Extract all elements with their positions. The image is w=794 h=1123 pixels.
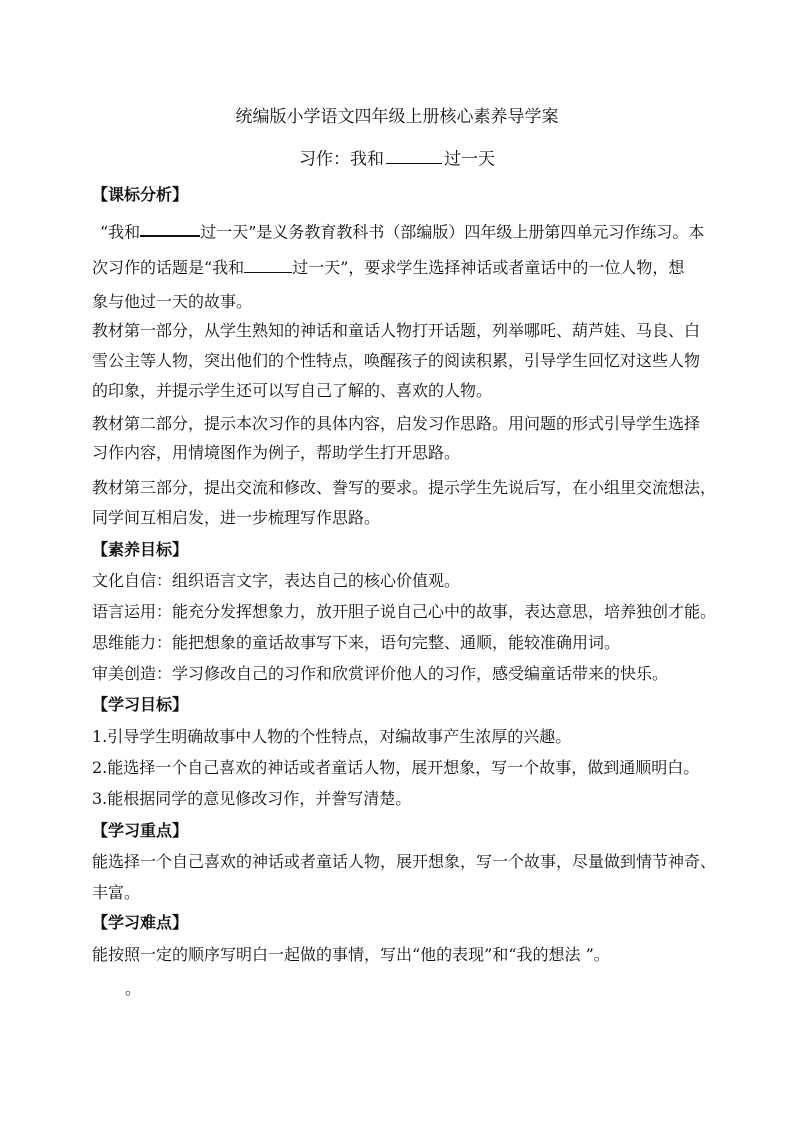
difficulties-heading: 【学习难点】 — [92, 913, 189, 932]
analysis-p4-line2: 同学间互相启发，进一步梳理写作思路。 — [92, 508, 381, 527]
analysis-p3-line1: 教材第二部分，提示本次习作的具体内容，启发习作思路。用问题的形式引导学生选择 — [92, 414, 701, 433]
document-subtitle — [0, 148, 794, 170]
literacy-goal-item: 文化自信：组织语言文字，表达自己的核心价值观。 — [92, 571, 461, 590]
analysis-p1-text-a: “我和 — [100, 222, 141, 242]
key-points-heading: 【学习重点】 — [92, 821, 189, 840]
learning-goal-item: 2.能选择一个自己喜欢的神话或者童话人物，展开想象，写一个故事，做到通顺明白。 — [92, 758, 700, 777]
literacy-goal-item: 审美创造：学习修改自己的习作和欣赏评价他人的习作，感受编童话带来的快乐。 — [92, 664, 669, 683]
subtitle-blank — [386, 148, 442, 164]
subtitle-prefix: 习作：我和 — [299, 149, 384, 170]
learning-goal-item: 1.引导学生明确故事中人物的个性特点，对编故事产生浓厚的兴趣。 — [92, 727, 572, 746]
analysis-p4-line1: 教材第三部分，提出交流和修改、誊写的要求。提示学生先说后写，在小组里交流想法， — [92, 478, 717, 497]
fill-blank — [244, 258, 292, 273]
analysis-p2-line1: 教材第一部分，从学生熟知的神话和童话人物打开话题，列举哪吒、葫芦娃、马良、白 — [92, 321, 701, 340]
analysis-p3-line2: 习作内容，用情境图作为例子，帮助学生打开思路。 — [92, 443, 461, 462]
analysis-p1-text-b: 过一天”是义务教育教科书（部编版）四年级上册第四单元习作练习。本 — [200, 222, 705, 242]
document-title: 统编版小学语文四年级上册核心素养导学案 — [235, 107, 559, 127]
analysis-p1-text-d: 过一天”，要求学生选择神话或者童话中的一位人物，想 — [292, 258, 685, 277]
analysis-p2-line2: 雪公主等人物，突出他们的个性特点，唤醒孩子的阅读积累，引导学生回忆对这些人物 — [92, 351, 701, 370]
literacy-goal-item: 思维能力：能把想象的童话故事写下来，语句完整、通顺，能较准确用词。 — [92, 633, 621, 652]
fill-blank — [140, 221, 200, 237]
subtitle-suffix: 过一天 — [444, 149, 495, 170]
key-points-line2: 丰富。 — [92, 883, 141, 902]
trailing-period: 。 — [125, 979, 142, 998]
literacy-goal-item: 语言运用：能充分发挥想象力，放开胆子说自己心中的故事，表达意思，培养独创才能。 — [92, 602, 717, 621]
analysis-p1-line2 — [92, 257, 704, 279]
analysis-p1-line3: 象与他过一天的故事。 — [92, 292, 253, 311]
key-points-line1: 能选择一个自己喜欢的神话或者童话人物，展开想象，写一个故事，尽量做到情节神奇、 — [92, 852, 717, 871]
difficulties-line1: 能按照一定的顺序写明白一起做的事情，写出“他的表现”和“我的想法 ”。 — [92, 945, 610, 964]
analysis-p1-text-c: 次习作的话题是“我和 — [92, 258, 245, 277]
literacy-goals-heading: 【素养目标】 — [92, 540, 189, 559]
learning-goals-heading: 【学习目标】 — [92, 695, 189, 714]
learning-goal-item: 3.能根据同学的意见修改习作，并誊写清楚。 — [92, 789, 412, 808]
analysis-heading: 【课标分析】 — [92, 185, 189, 204]
analysis-p1-line1 — [100, 221, 704, 243]
analysis-p2-line3: 的印象，并提示学生还可以写自己了解的、喜欢的人物。 — [92, 381, 493, 400]
